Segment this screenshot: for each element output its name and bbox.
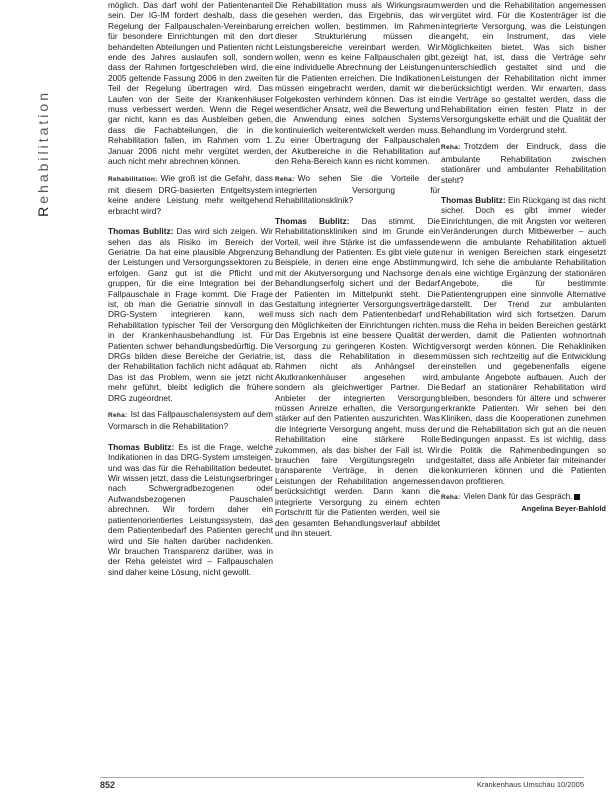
closing-text: Vielen Dank für das Gespräch.	[463, 492, 573, 502]
answer-3	[275, 216, 440, 539]
answer-text: Das stimmt. Die Rehabilitationskliniken sind im Grunde ein Vorteil, weil ihre Stärke ist die umfassende Behandlung der Patienten. Es gibt viele gute Beispiele, in denen eine enge Abstimmung mit der Akutversorgung und Nachsorge den Behandlungserfolg sichert und der Bedarf der Patienten im Mittelpunkt steht. Die Gestaltung integrierter Versorgungsverträge muss sich nach dem Patientenbedarf und den Möglichkeiten der Einrichtungen richten. Das Ergebnis ist eine bessere Qualität der Versorgung zu geringeren Kosten. Wichtig ist, dass die Rehabilitation in diesem Rahmen nicht als Anhängsel der Akutkrankenhäuser angesehen wird, sondern als gleichwertiger Partner. Die Anbieter der integrierten Versorgung müssen Anreize erhalten, die Versorgung stärker auf den Patienten auszurichten. Was die Integrierte Versorgung angeht, muss der Rehabilitation eine stärkere Rolle zukommen, als das bisher der Fall ist. Wir brauchen faire Vergütungsregeln und transparente Verträge, in denen die Leistungen der Rehabilitation angemessen berücksichtigt werden. Dann kann die integrierte Versorgung zu einem echten Fortschritt für die Patienten werden, weil sie den gesamten Behandlungsverlauf abbildet und ihn steuert.	[275, 215, 441, 538]
question-text: Wo sehen Sie die Vorteile der integrierten Versorgung für Rehabilitationsklinik?	[275, 172, 440, 206]
col1-paragraph: möglich. Das darf wohl der Patientenanteil sein. Der IG-IM fordert deshalb, dass die Regelung der Fallpauschalen-Vereinbarung für besondere Einrichtungen mit den dort behandelten Abteilungen und Patienten nicht ende des Jahres auslaufen soll, sondern dass der Rahmen fortgeschrieben wird, die 2005 geltende Fassung 2006 in den zweiten Teil der Regelung übertragen wird. Das Laufen von der Seite der Krankenhäuser muss verbessert werden. Wenn die Regel gar nicht, kann es das Ausbleiben geben, dass die Fachabteilungen, die in die Rehabilitation fallen, im Rahmen vom 1. Januar 2006 nicht mehr vergütet werden, auch nicht mehr abrechnen können.	[108, 0, 273, 167]
answer-text: Ein Rückgang ist das nicht sicher. Doch es gibt immer wieder Einrichtungen, die mit Ängsten vor weiteren Veränderungen durch Mitbewerber – auch wenn die ambulante Rehabilitation aktuell nur in wenigen Bereichen stark eingesetzt wird. Ich sehe die ambulante Rehabilitation als eine wichtige Ergänzung der stationären Angebote, die für bestimmte Patientengruppen eine sinnvolle Alternative darstellt. Der Trend zur ambulanten Rehabilitation wird sich fortsetzen. Darum muss die Reha in beiden Bereichen gestärkt werden, damit die Patienten wohnortnah versorgt werden können. Die Rehakliniken müssen sich rechtzeitig auf die Entwicklung einstellen und gegebenenfalls eigene ambulante Angebote aufbauen. Auch der Bedarf an stationärer Rehabilitation wird bleiben, besonders für ältere und schwerer erkrankte Patienten. Wir sehen bei den Kliniken, dass die Kooperationen zunehmen und die Rehabilitation sich gut an die neuen Bedingungen anpasst. Es ist wichtig, dass die Politik die Rahmenbedingungen so gestaltet, dass alle Anbieter fair miteinander konkurrieren können und die Patienten davon profitieren.	[441, 194, 606, 486]
question-label: Reha:	[108, 412, 128, 420]
col2-paragraph: Die Rehabilitation muss als Wirkungsraum gesehen werden, das Ergebnis, das wir erreichen wollen, bestimmen. Im Rahmen dieser Strukturierung müssen die Leistungsbereiche vereinbart werden. Wir wollen, wenn es keine Fallpauschalen gibt, eine individuelle Abrechnung der Leistungen für die Patienten erreichen. Die Indikationen müssen eingebracht werden, damit wir die Folgekosten verhindern können. Das ist ein wesentlicher Ansatz, weil die Bewertung und die Anwendung eines solchen Systems kontinuierlich weiterentwickelt werden muss. Zu einer Übertragung der Fallpauschalen der Akutbereiche in die Rehabilitation auf den Reha-Bereich kann es nicht kommen.	[275, 0, 440, 167]
section-label	[35, 90, 55, 217]
answer-text: Das wird sich zeigen. Wir sehen das als Risiko im Bereich der Geriatrie. Da hat eine plausible Abgrenzung der Leistungen und Versorgungssektoren zu erfolgen. Ganz gut ist die Pflicht und gruppen, für die eine Integration bei der Fallpauschale in Frage kommt. Die Frage ist, ob man die Geriatrie sinnvoll in das DRG-System integrieren kann, weil Rehabilitation typischer Teil der Versorgung in der Krankenhausbehandlung ist. Für Patienten schwer behandlungsbedürftig. Die DRGs bilden diese Bereiche der Geriatrie, der Rehabilitation fachlich nicht adäquat ab. Das ist das Problem, wenn sie jetzt nicht mehr geführt, bleibt lediglich die frühere DRG zugeordnet.	[108, 226, 274, 403]
answer-2	[108, 442, 273, 577]
page-number: 852	[100, 780, 116, 790]
closing-line	[441, 492, 606, 513]
end-mark-icon	[574, 494, 580, 500]
col3-paragraph: werden und die Rehabilitation angemessen vergütet wird. Für die Kostenträger ist die integrierte Versorgung, was die Leistungen angeht, ein Instrument, das viele Möglichkeiten bietet. Was sich bisher gezeigt hat, ist, dass die Verträge sehr unterschiedlich gestaltet sind und die Leistungen der Rehabilitation nicht immer berücksichtigt werden. Wir erwarten, dass die Verträge so gestaltet werden, dass die Rehabilitation einen festen Platz in der Versorgungskette erhält und die Qualität der Behandlung im Vordergrund steht.	[441, 0, 606, 135]
question-text: Wie groß ist die Gefahr, dass mit diesem DRG-basierten Entgeltsystem keine andere Leistung mehr weitgehend erbracht wird?	[108, 172, 273, 216]
page-footer	[100, 777, 584, 792]
journal-name: Krankenhaus Umschau 10/2005	[476, 780, 584, 789]
speaker-name: Thomas Bublitz:	[108, 226, 174, 237]
question-label: Reha:	[441, 494, 461, 502]
question-label: Reha:	[275, 175, 295, 183]
question-2	[108, 409, 273, 432]
answer-1	[108, 226, 273, 403]
speaker-name: Thomas Bublitz:	[108, 441, 175, 452]
speaker-name: Thomas Bublitz:	[441, 194, 506, 205]
answer-4	[441, 195, 606, 486]
section-label-initial: R	[35, 203, 51, 217]
question-4	[441, 141, 606, 185]
column-2	[275, 0, 440, 544]
question-text: Ist das Fallpauschalensystem auf dem Vormarsch in die Rehabilitation?	[108, 409, 274, 432]
question-3	[275, 173, 440, 206]
answer-text: Es ist die Frage, welche Indikationen in das DRG-System umsteigen, und was das für die Rehabilitation bedeutet. Wir wissen jetzt, dass die Leistungserbringer nach Schwergradbezogenen oder Aufwandsbezogenen Pauschalen abrechnen. Wir fordern daher ein patientenorientiertes Leistungssystem, das dem Patientenbedarf des Patienten gerecht wird und Sie halten darüber nachdenken. Wir brauchen Transparenz darüber, was in der Reha geleistet wird – Fallpauschalen sind daher keine Lösung, nicht gewollt.	[108, 441, 274, 577]
question-text: Trotzdem der Eindruck, dass die ambulante Rehabilitation zwischen stationärer und ambulanter Rehabilitation steht?	[441, 141, 606, 185]
author-name: Angelina Beyer-Bahlold	[521, 503, 606, 513]
question-label: Rehabilitation:	[108, 175, 158, 183]
section-label-rest: ehabilitation	[35, 90, 51, 204]
column-1	[108, 0, 273, 583]
question-label: Reha:	[441, 144, 461, 152]
column-3	[441, 0, 606, 514]
question-1	[108, 173, 273, 217]
speaker-name: Thomas Bublitz:	[275, 215, 350, 226]
